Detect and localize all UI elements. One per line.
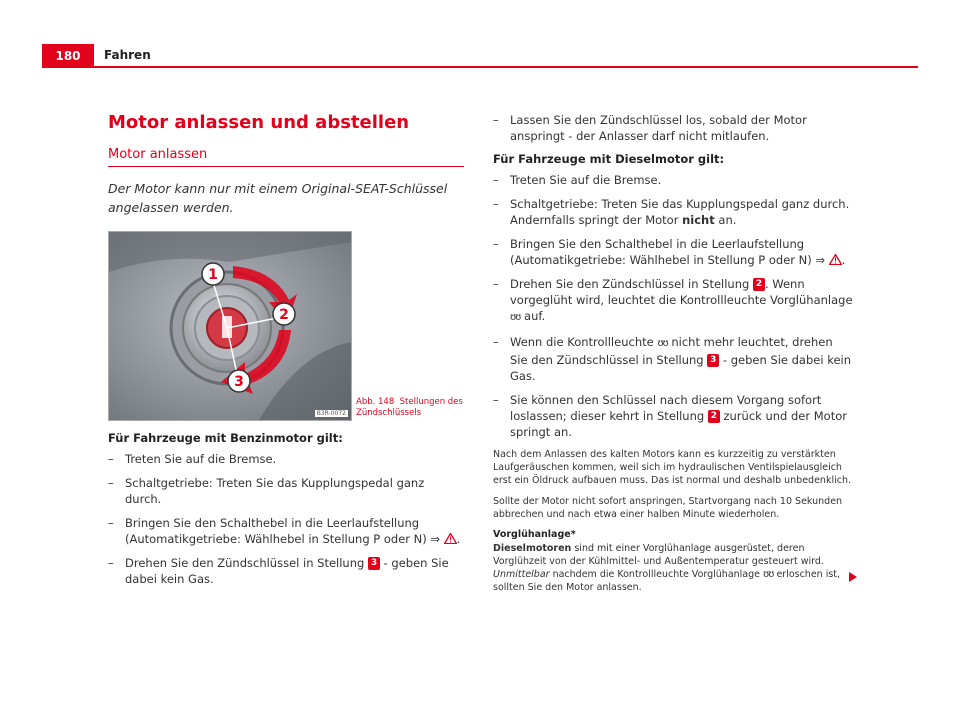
- figure-148: [108, 231, 464, 421]
- figure-caption: [356, 397, 466, 419]
- list-item: – Treten Sie auf die Bremse.: [493, 173, 662, 187]
- glow-plug-text: Dieselmotoren sind mit einer Vorglühanlage ausgerüstet, deren Vorglühzeit von der Kühlmittel- und Außentemperatur gesteuert wird. Unmittelbar nachdem die Kontrollleuchte Vorglühanlage ʊʊ erloschen ist, sollten Sie den Motor anlassen.: [493, 543, 841, 593]
- list-item: – Drehen Sie den Zündschlüssel in Stellung 3 - geben Sie dabei kein Gas.: [108, 556, 449, 586]
- list-item: – Schaltgetriebe: Treten Sie das Kupplungspedal ganz durch.: [108, 476, 425, 506]
- continue-arrow-icon[interactable]: [849, 572, 857, 582]
- list-item: – Wenn die Kontrollleuchte ʊʊ nicht mehr leuchtet, drehen Sie den Zündschlüssel in Stellung 3 - geben Sie dabei kein Gas.: [493, 335, 852, 383]
- caption-label: Abb. 148: [356, 397, 395, 407]
- position-3-label: 3: [234, 374, 244, 390]
- list-item: – Lassen Sie den Zündschlüssel los, sobald der Motor anspringt - der Anlasser darf nicht mitlaufen.: [493, 113, 807, 143]
- list-item: – Sie können den Schlüssel nach diesem Vorgang sofort loslassen; dieser kehrt in Stellung 2 zurück und der Motor springt an.: [493, 393, 847, 439]
- note-cold-start: Nach dem Anlassen des kalten Motors kann es kurzzeitig zu verstärkten Laufgeräuschen kommen, weil sich im hydraulischen Ventilspielausgleich erst ein Öldruck aufbauen muss. Das ist normal und deshalb unbedenklich.: [493, 449, 851, 486]
- section-title: Motor anlassen und abstellen: [108, 112, 410, 133]
- ignition-lock-illustration: [109, 232, 351, 420]
- left-column: [108, 112, 464, 595]
- glow-plug-icon: ʊʊ: [510, 312, 521, 323]
- diesel-heading: Für Fahrzeuge mit Dieselmotor gilt:: [493, 152, 725, 166]
- caption-text: Stellungen des Zündschlüssels: [356, 397, 463, 418]
- diesel-steps-list: [493, 172, 853, 440]
- callout-2[interactable]: 2: [708, 410, 720, 423]
- image-code: B3R-0072: [316, 410, 346, 417]
- petrol-steps-list: [108, 451, 464, 587]
- position-2-label: 2: [279, 307, 289, 323]
- page-number: 180: [42, 44, 94, 67]
- chapter-title: Fahren: [104, 48, 151, 62]
- glow-plug-heading: Vorglühanlage*: [493, 529, 576, 540]
- petrol-heading: Für Fahrzeuge mit Benzinmotor gilt:: [108, 431, 343, 445]
- intro-text: Der Motor kann nur mit einem Original-SEAT-Schlüssel angelassen werden.: [108, 181, 448, 215]
- list-item: – Bringen Sie den Schalthebel in die Leerlaufstellung (Automatikgetriebe: Wählhebel in Stellung P oder N) ⇒ .: [108, 516, 461, 546]
- list-item: – Bringen Sie den Schalthebel in die Leerlaufstellung (Automatikgetriebe: Wählhebel in Stellung P oder N) ⇒ .: [493, 237, 846, 267]
- header-divider: [42, 66, 918, 68]
- subsection-title: Motor anlassen: [108, 147, 464, 167]
- glow-plug-icon: ʊʊ: [763, 569, 774, 580]
- position-1-label: 1: [208, 267, 218, 283]
- list-item: – Drehen Sie den Zündschlüssel in Stellung 2 . Wenn vorgeglüht wird, leuchtet die Kontrollleuchte Vorglühanlage ʊʊ auf.: [493, 277, 853, 323]
- note-retry: Sollte der Motor nicht sofort anspringen, Startvorgang nach 10 Sekunden abbrechen und nach etwa einer halben Minute wiederholen.: [493, 496, 843, 520]
- callout-3[interactable]: 3: [707, 354, 719, 367]
- warning-icon[interactable]: [829, 254, 842, 265]
- ignition-photo: [108, 231, 352, 421]
- page-header: [42, 44, 918, 68]
- step-top-list: [493, 112, 853, 144]
- glow-plug-icon: ʊʊ: [657, 338, 668, 349]
- right-column: [493, 112, 853, 602]
- callout-2[interactable]: 2: [753, 278, 765, 291]
- callout-3[interactable]: 3: [368, 557, 380, 570]
- list-item: – Treten Sie auf die Bremse.: [108, 452, 277, 466]
- list-item: – Schaltgetriebe: Treten Sie das Kupplungspedal ganz durch. Andernfalls springt der Motor nicht an.: [493, 197, 850, 227]
- warning-icon[interactable]: [444, 533, 457, 544]
